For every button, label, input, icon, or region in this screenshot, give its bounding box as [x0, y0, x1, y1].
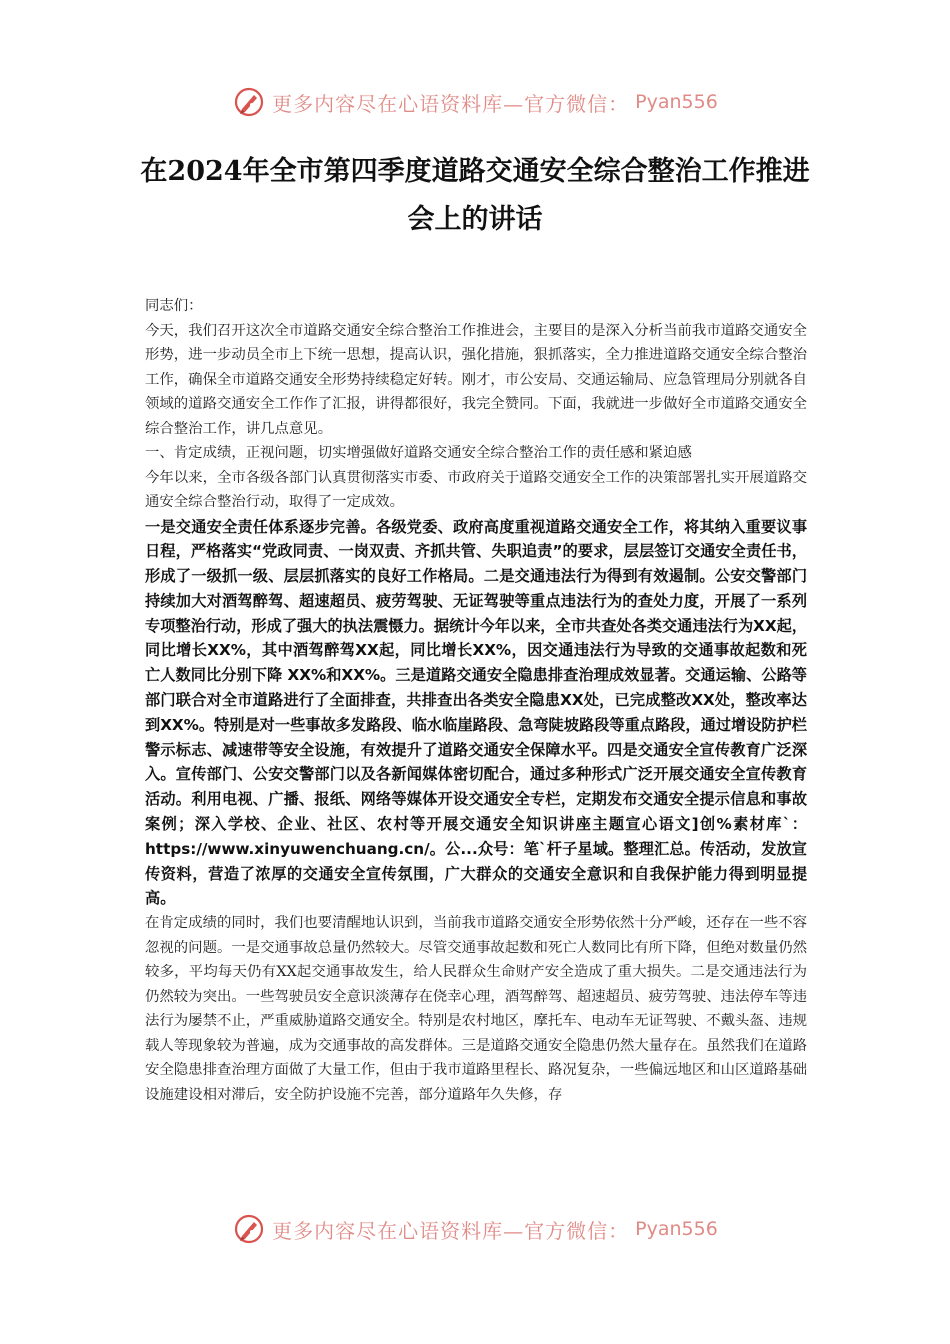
document-body	[145, 294, 807, 1107]
section-heading: 一、肯定成绩，正视问题，切实增强做好道路交通安全综合整治工作的责任感和紧迫感	[145, 445, 692, 461]
banner-wechat-id: Pyan556	[635, 1218, 718, 1240]
header-banner	[0, 82, 950, 122]
paragraph-problems: 在肯定成绩的同时，我们也要清醒地认识到，当前我市道路交通安全形势依然十分严峻，还存在一些不容忽视的问题。一是交通事故总量仍然较大。尽管交通事故起数和死亡人数同比有所下降，但绝对数量仍然较多，平均每天仍有XX起交通事故发生，给人民群众生命财产安全造成了重大损失。二是交通违法行为仍然较为突出。一些驾驶员安全意识淡薄存在侥幸心理，酒驾醉驾、超速超员、疲劳驾驶、违法停车等违法行为屡禁不止，严重威胁道路交通安全。特别是农村地区，摩托车、电动车无证驾驶、不戴头盔、违规载人等现象较为普遍，成为交通事故的高发群体。三是道路交通安全隐患仍然大量存在。虽然我们在道路安全隐患排查治理方面做了大量工作，但由于我市道路里程长、路况复杂，一些偏远地区和山区道路基础设施建设相对滞后，安全防护设施不完善，部分道路年久失修，存	[145, 915, 807, 1103]
banner-wechat-id: Pyan556	[635, 91, 718, 113]
paragraph-overview: 今年以来，全市各级各部门认真贯彻落实市委、市政府关于道路交通安全工作的决策部署扎实开展道路交通安全综合整治行动，取得了一定成效。	[145, 469, 807, 510]
page-title: 在2024年全市第四季度道路交通安全综合整治工作推进会上的讲话	[140, 156, 810, 235]
footer-banner	[0, 1209, 950, 1249]
pen-logo-icon	[232, 1212, 266, 1246]
paragraph-intro: 今天，我们召开这次全市道路交通安全综合整治工作推进会，主要目的是深入分析当前我市道路交通安全形势，进一步动员全市上下统一思想，提高认识，强化措施，狠抓落实，全力推进道路交通安全综合整治工作，确保全市道路交通安全形势持续稳定好转。刚才，市公安局、交通运输局、应急管理局分别就各自领域的道路交通安全工作作了汇报，讲得都很好，我完全赞同。下面，我就进一步做好全市道路交通安全综合整治工作，讲几点意见。	[145, 322, 807, 437]
banner-text: 更多内容尽在心语资料库—官方微信：	[272, 1218, 630, 1243]
salutation: 同志们：	[145, 298, 203, 314]
pen-logo-icon	[232, 85, 266, 119]
banner-text: 更多内容尽在心语资料库—官方微信：	[272, 91, 630, 116]
paragraph-achievements: 一是交通安全责任体系逐步完善。各级党委、政府高度重视道路交通安全工作，将其纳入重要议事日程，严格落实“党政同责、一岗双责、齐抓共管、失职追责”的要求，层层签订交通安全责任书，形成了一级抓一级、层层抓落实的良好工作格局。二是交通违法行为得到有效遏制。公安交警部门持续加大对酒驾醉驾、超速超员、疲劳驾驶、无证驾驶等重点违法行为的查处力度，开展了一系列专项整治行动，形成了强大的执法震慑力。据统计今年以来，全市共查处各类交通违法行为XX起，同比增长XX%，其中酒驾醉驾XX起，同比增长XX%，因交通违法行为导致的交通事故起数和死亡人数同比分别下降 XX%和XX%。三是道路交通安全隐患排查治理成效显著。交通运输、公路等部门联合对全市道路进行了全面排查，共排查出各类安全隐患XX处，已完成整改XX处，整改率达到XX%。特别是对一些事故多发路段、临水临崖路段、急弯陡坡路段等重点路段，通过增设防护栏警示标志、减速带等安全设施，有效提升了道路交通安全保障水平。四是交通安全宣传教育广泛深入。宣传部门、公安交警部门以及各新闻媒体密切配合，通过多种形式广泛开展交通安全宣传教育活动。利用电视、广播、报纸、网络等媒体开设交通安全专栏，定期发布交通安全提示信息和事故案例；深入学校、企业、社区、农村等开展交通安全知识讲座主题宣心语文]创%素材库`：https://www.xinyuwenchuang.cn/。公...众号：笔`杆子星域。整理汇总。传活动，发放宣传资料，营造了浓厚的交通安全宣传氛围，广大群众的交通安全意识和自我保护能力得到明显提高。	[145, 517, 807, 908]
